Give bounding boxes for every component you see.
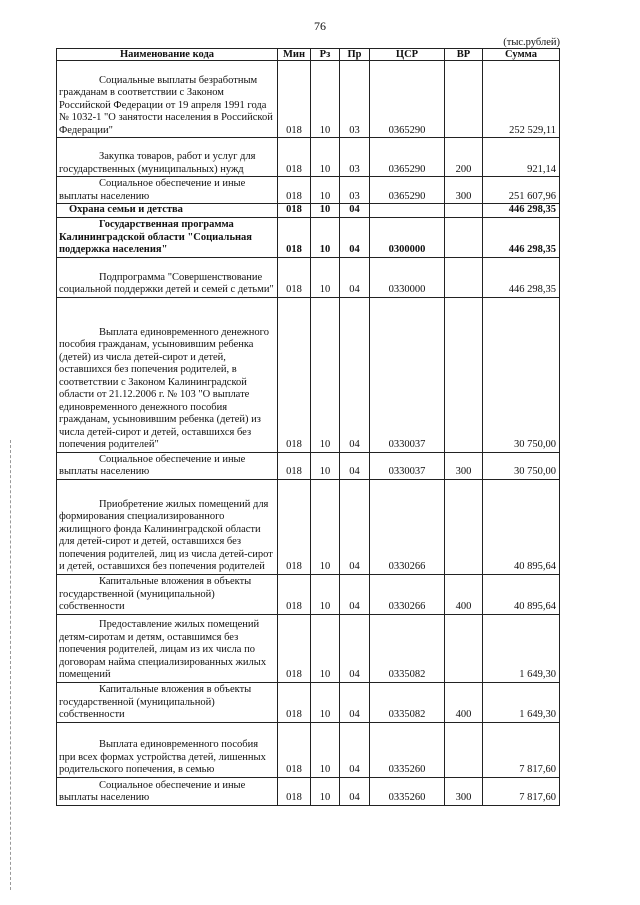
header-pr: Пр	[340, 49, 370, 61]
row-name: Выплата единовременного пособия при всех формах устройства детей, лишенных родительского попечения, в семью	[57, 722, 278, 777]
row-min: 018	[278, 257, 311, 297]
row-csr: 0330266	[370, 479, 445, 574]
row-rz: 10	[311, 452, 340, 479]
row-vr	[445, 61, 483, 138]
scan-edge-line	[10, 440, 11, 890]
header-rz: Рз	[311, 49, 340, 61]
row-sum: 40 895,64	[483, 574, 560, 614]
row-name: Закупка товаров, работ и услуг для государственных (муниципальных) нужд	[57, 138, 278, 177]
table-row	[57, 614, 560, 682]
row-csr: 0300000	[370, 217, 445, 257]
row-sum: 446 298,35	[483, 204, 560, 218]
row-rz: 10	[311, 479, 340, 574]
row-csr: 0335260	[370, 777, 445, 805]
table-row	[57, 722, 560, 777]
row-sum: 1 649,30	[483, 682, 560, 722]
row-pr: 04	[340, 722, 370, 777]
row-min: 018	[278, 204, 311, 218]
row-pr: 04	[340, 777, 370, 805]
row-vr	[445, 722, 483, 777]
row-vr	[445, 614, 483, 682]
row-min: 018	[278, 614, 311, 682]
table-row	[57, 574, 560, 614]
row-vr	[445, 297, 483, 452]
row-name: Капитальные вложения в объекты государственной (муниципальной) собственности	[57, 682, 278, 722]
row-csr: 0330266	[370, 574, 445, 614]
row-sum: 1 649,30	[483, 614, 560, 682]
header-csr: ЦСР	[370, 49, 445, 61]
row-min: 018	[278, 682, 311, 722]
table-row	[57, 177, 560, 204]
row-vr: 400	[445, 574, 483, 614]
row-csr: 0365290	[370, 177, 445, 204]
row-rz: 10	[311, 614, 340, 682]
table-row	[57, 204, 560, 218]
row-min: 018	[278, 177, 311, 204]
row-csr: 0330037	[370, 452, 445, 479]
header-name: Наименование кода	[57, 49, 278, 61]
table-row	[57, 138, 560, 177]
row-vr: 300	[445, 777, 483, 805]
row-rz: 10	[311, 682, 340, 722]
row-rz: 10	[311, 574, 340, 614]
row-rz: 10	[311, 722, 340, 777]
row-pr: 04	[340, 204, 370, 218]
row-sum: 7 817,60	[483, 722, 560, 777]
table-row	[57, 777, 560, 805]
row-name: Охрана семьи и детства	[57, 204, 278, 218]
table-row	[57, 297, 560, 452]
row-rz: 10	[311, 217, 340, 257]
row-csr: 0335260	[370, 722, 445, 777]
row-min: 018	[278, 452, 311, 479]
row-name: Социальное обеспечение и иные выплаты населению	[57, 177, 278, 204]
row-min: 018	[278, 574, 311, 614]
row-name: Предоставление жилых помещений детям-сиротам и детям, оставшимся без попечения родителей, лицам из их числа по договорам найма специализированных жилых помещений	[57, 614, 278, 682]
row-vr: 200	[445, 138, 483, 177]
row-pr: 04	[340, 297, 370, 452]
row-rz: 10	[311, 257, 340, 297]
row-rz: 10	[311, 177, 340, 204]
header-vr: ВР	[445, 49, 483, 61]
row-sum: 446 298,35	[483, 257, 560, 297]
row-vr: 300	[445, 452, 483, 479]
budget-table	[56, 48, 560, 806]
row-rz: 10	[311, 61, 340, 138]
row-csr: 0335082	[370, 614, 445, 682]
table-row	[57, 61, 560, 138]
row-sum: 30 750,00	[483, 452, 560, 479]
row-vr: 300	[445, 177, 483, 204]
row-pr: 04	[340, 574, 370, 614]
page-number: 76	[314, 19, 326, 33]
row-sum: 40 895,64	[483, 479, 560, 574]
row-csr: 0365290	[370, 138, 445, 177]
row-name: Приобретение жилых помещений для формирования специализированного жилищного фонда Калининградской области для детей-сирот и детей, оставшихся без попечения родителей, лиц из числа детей-сирот и детей, оставшихся без попечения родителей	[57, 479, 278, 574]
table-row	[57, 217, 560, 257]
row-name: Социальное обеспечение и иные выплаты населению	[57, 777, 278, 805]
row-min: 018	[278, 297, 311, 452]
row-min: 018	[278, 722, 311, 777]
row-sum: 446 298,35	[483, 217, 560, 257]
row-pr: 03	[340, 177, 370, 204]
row-rz: 10	[311, 297, 340, 452]
table-row	[57, 257, 560, 297]
row-sum: 921,14	[483, 138, 560, 177]
header-sum: Сумма	[483, 49, 560, 61]
row-name: Подпрограмма "Совершенствование социальной поддержки детей и семей с детьми"	[57, 257, 278, 297]
row-sum: 7 817,60	[483, 777, 560, 805]
row-csr: 0330000	[370, 257, 445, 297]
row-name: Государственная программа Калининградской области "Социальная поддержка населения"	[57, 217, 278, 257]
row-pr: 04	[340, 682, 370, 722]
row-pr: 04	[340, 479, 370, 574]
row-min: 018	[278, 61, 311, 138]
unit-note: (тыс.рублей)	[503, 37, 560, 48]
row-csr: 0335082	[370, 682, 445, 722]
row-pr: 04	[340, 257, 370, 297]
row-csr: 0330037	[370, 297, 445, 452]
row-rz: 10	[311, 138, 340, 177]
row-csr	[370, 204, 445, 218]
row-vr	[445, 257, 483, 297]
row-pr: 03	[340, 61, 370, 138]
row-name: Капитальные вложения в объекты государственной (муниципальной) собственности	[57, 574, 278, 614]
row-pr: 04	[340, 614, 370, 682]
row-rz: 10	[311, 777, 340, 805]
row-csr: 0365290	[370, 61, 445, 138]
row-vr: 400	[445, 682, 483, 722]
row-sum: 30 750,00	[483, 297, 560, 452]
row-min: 018	[278, 217, 311, 257]
row-pr: 04	[340, 452, 370, 479]
table-row	[57, 452, 560, 479]
table-row	[57, 682, 560, 722]
row-name: Социальные выплаты безработным гражданам в соответствии с Законом Российской Федерации от 19 апреля 1991 года № 1032-1 "О занятости населения в Российской Федерации"	[57, 61, 278, 138]
row-vr	[445, 479, 483, 574]
row-min: 018	[278, 138, 311, 177]
row-rz: 10	[311, 204, 340, 218]
row-vr	[445, 204, 483, 218]
row-name: Выплата единовременного денежного пособия гражданам, усыновившим ребенка (детей) из числа детей-сирот и детей, оставшихся без попечения родителей, в соответствии с Законом Калининградской области от 21.12.2006 г. № 103 "О выплате единовременного денежного пособия гражданам, усыновившим ребенка (детей) из числа детей-сирот и детей, оставшихся без попечения родителей"	[57, 297, 278, 452]
row-vr	[445, 217, 483, 257]
row-sum: 251 607,96	[483, 177, 560, 204]
header-min: Мин	[278, 49, 311, 61]
row-pr: 03	[340, 138, 370, 177]
row-name: Социальное обеспечение и иные выплаты населению	[57, 452, 278, 479]
row-min: 018	[278, 479, 311, 574]
table-row	[57, 479, 560, 574]
table-header-row	[57, 49, 560, 61]
row-sum: 252 529,11	[483, 61, 560, 138]
row-min: 018	[278, 777, 311, 805]
row-pr: 04	[340, 217, 370, 257]
